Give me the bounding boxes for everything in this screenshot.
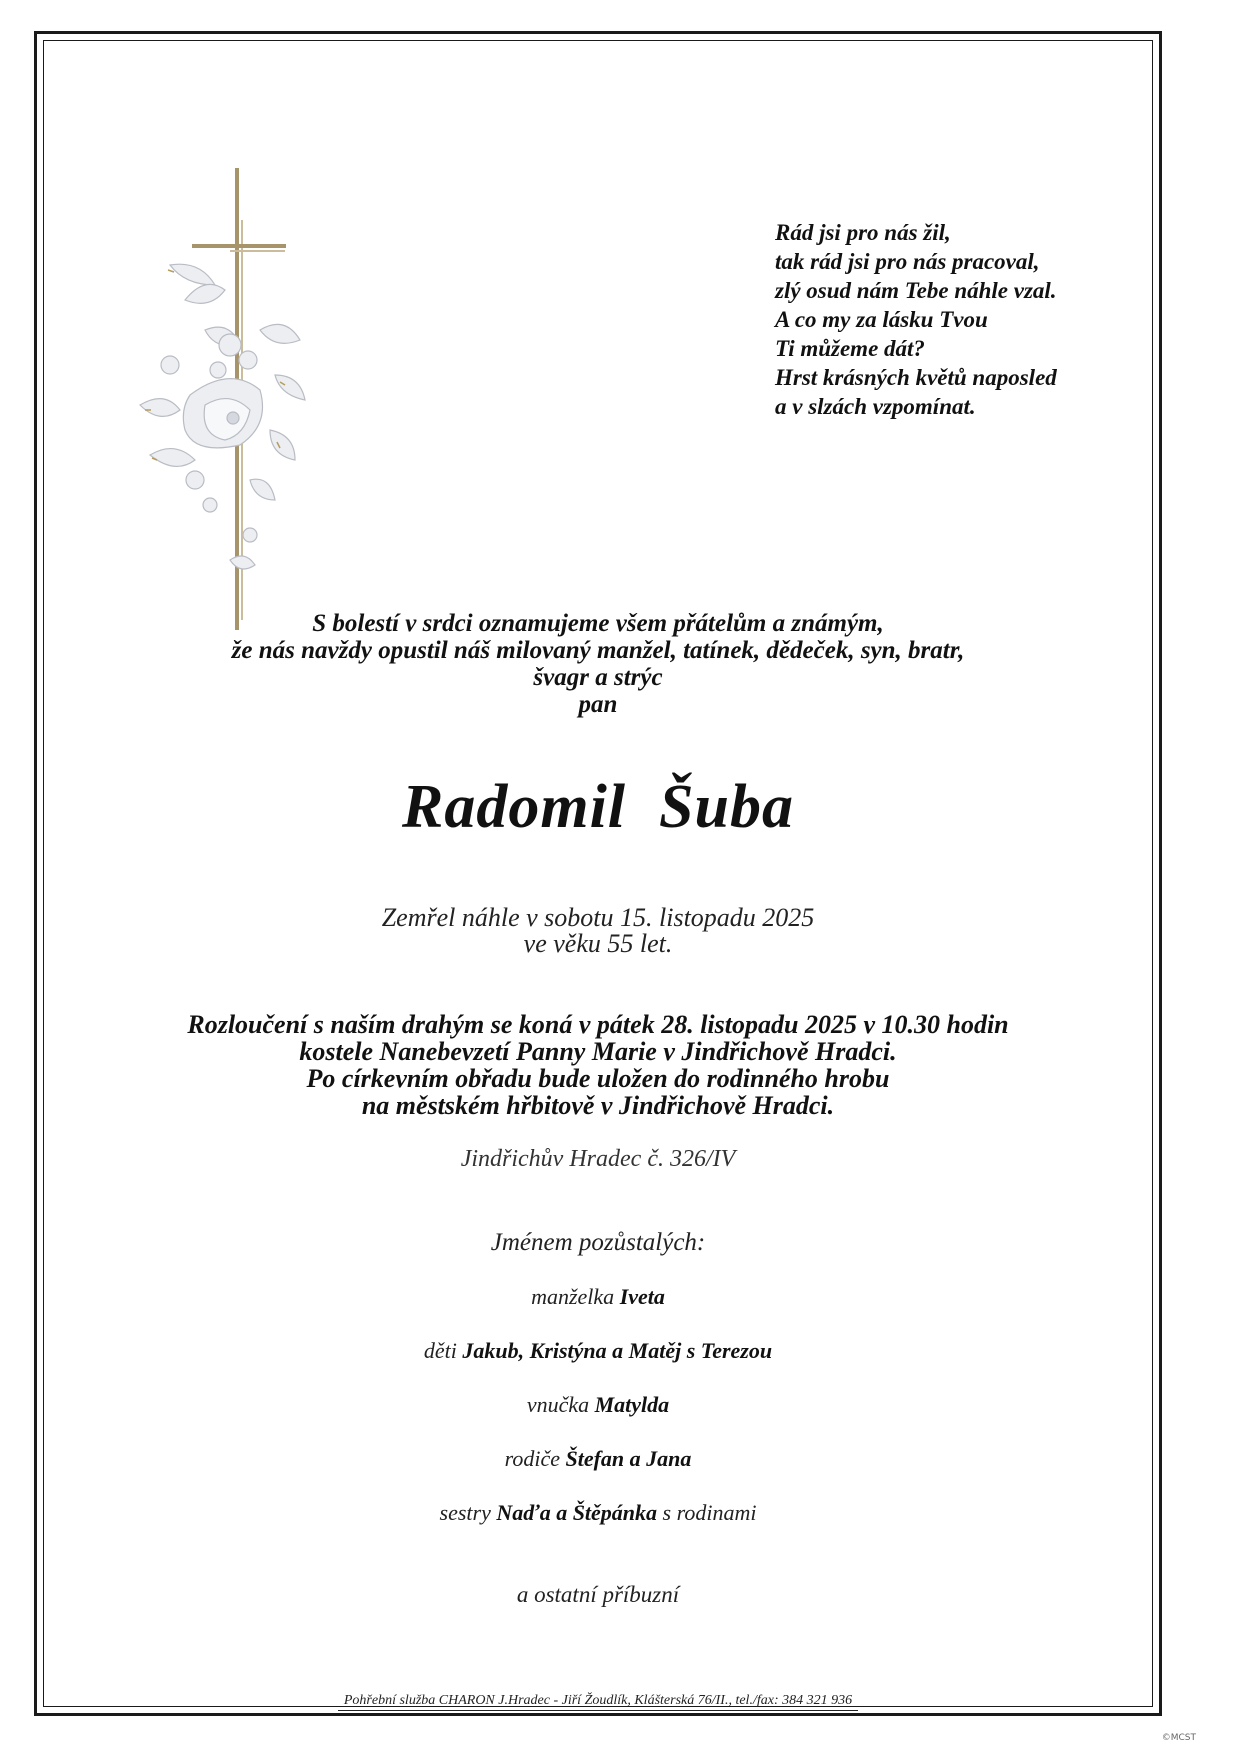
poem-line: Ti můžeme dát?: [775, 336, 925, 361]
mourner-row: [34, 1498, 1162, 1552]
footer: [34, 1693, 1162, 1711]
other-relatives: a ostatní příbuzní: [516, 1582, 680, 1607]
corner-mark: ©MCST: [1161, 1733, 1196, 1743]
announcement-line: že nás navždy opustil náš milovaný manžel, tatínek, dědeček, syn, bratr,: [231, 637, 965, 664]
mourner-relation: děti: [423, 1338, 463, 1363]
mourner-relation: vnučka: [526, 1392, 595, 1417]
deceased-name: Radomil Šuba: [402, 773, 794, 841]
mourner-row: [34, 1282, 1162, 1336]
poem-line: a v slzách vzpomínat.: [775, 394, 976, 419]
farewell-info: [34, 1011, 1162, 1119]
mourner-names: Naďa a Štěpánka: [496, 1500, 658, 1525]
announcement: [34, 610, 1162, 718]
poem-line: Rád jsi pro nás žil,: [775, 220, 951, 245]
poem-line: A co my za lásku Tvou: [775, 307, 988, 332]
mourner-suffix: s rodinami: [657, 1500, 757, 1525]
mourners-list: [34, 1282, 1162, 1552]
mourner-names: Štefan a Jana: [565, 1446, 692, 1471]
poem-line: tak rád jsi pro nás pracoval,: [775, 249, 1040, 274]
address: Jindřichův Hradec č. 326/IV: [460, 1146, 736, 1172]
farewell-line: Rozloučení s naším drahým se koná v pátek 28. listopadu 2025 v 10.30 hodin: [187, 1010, 1009, 1039]
announcement-line: S bolestí v srdci oznamujeme všem přátelům a známým,: [312, 610, 884, 637]
mourner-row: [34, 1336, 1162, 1390]
mourner-relation: manželka: [531, 1284, 620, 1309]
death-date: Zemřel náhle v sobotu 15. listopadu 2025: [381, 903, 815, 932]
poem-line: Hrst krásných květů naposled: [775, 365, 1057, 390]
farewell-line: Po církevním obřadu bude uložen do rodinného hrobu: [306, 1064, 890, 1093]
poem-line: zlý osud nám Tebe náhle vzal.: [775, 278, 1057, 303]
funeral-service-info: Pohřební služba CHARON J.Hradec - Jiří Žoudlík, Klášterská 76/II., tel./fax: 384 321 936: [338, 1693, 858, 1711]
mourner-names: Jakub, Kristýna a Matěj s Terezou: [462, 1338, 773, 1363]
mourner-relation: sestry: [439, 1500, 497, 1525]
poem: [775, 218, 1155, 421]
announcement-line: pan: [578, 691, 618, 718]
farewell-line: na městském hřbitově v Jindřichově Hradci.: [361, 1091, 835, 1120]
death-info: [34, 905, 1162, 957]
mourner-relation: rodiče: [504, 1446, 566, 1471]
flowers-icon: [140, 264, 305, 569]
farewell-line: kostele Nanebevzetí Panny Marie v Jindřichově Hradci.: [299, 1037, 897, 1066]
death-age: ve věku 55 let.: [523, 929, 673, 958]
mourner-row: [34, 1444, 1162, 1498]
on-behalf-heading: Jménem pozůstalých:: [490, 1229, 706, 1256]
cross-with-flowers-icon: [130, 160, 330, 640]
announcement-line: švagr a strýc: [533, 664, 663, 691]
mourner-row: [34, 1390, 1162, 1444]
mourner-names: Iveta: [619, 1284, 665, 1309]
mourner-names: Matylda: [594, 1392, 670, 1417]
